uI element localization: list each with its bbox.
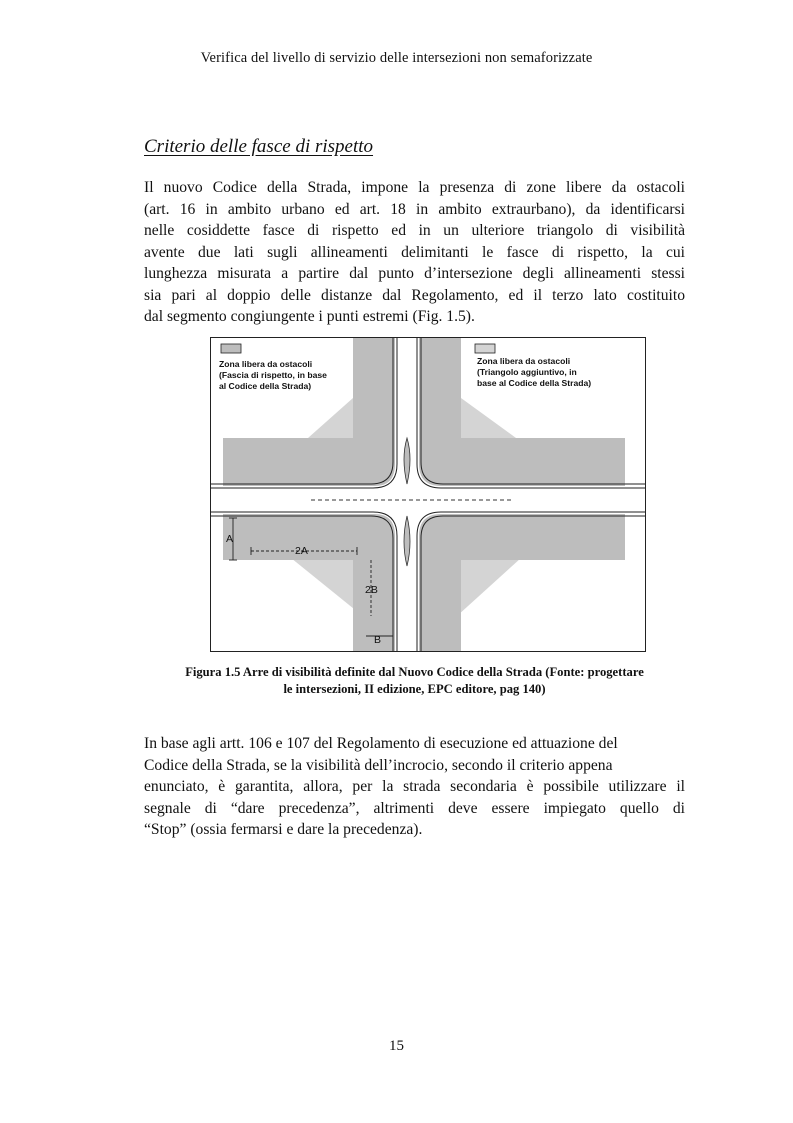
legend-right-line-2: (Triangolo aggiuntivo, in bbox=[477, 367, 577, 377]
paragraph-line: dal segmento congiungente i punti estremi (Fig. 1.5). bbox=[144, 308, 475, 325]
visibility-triangle bbox=[291, 558, 359, 613]
page-number: 15 bbox=[389, 1038, 404, 1054]
paragraph-line: (art. 16 in ambito urbano ed art. 18 in ambito extraurbano), da identificarsi bbox=[144, 200, 685, 218]
label-b: B bbox=[374, 634, 382, 646]
legend-right-line-1: Zona libera da ostacoli bbox=[477, 356, 571, 366]
paragraph-line: segnale di “dare precedenza”, altrimenti deve essere impiegato quello di bbox=[144, 799, 685, 817]
paragraph-line: lunghezza misurata a partire dal punto d’intersezione degli allineamenti stessi bbox=[144, 265, 685, 282]
figure-caption bbox=[144, 664, 685, 698]
legend-left-line-3: al Codice della Strada) bbox=[219, 381, 312, 391]
paragraph-line: “Stop” (ossia fermarsi e dare la precedenza). bbox=[144, 821, 423, 838]
paragraph-regolamento bbox=[144, 733, 685, 841]
label-a: A bbox=[226, 533, 234, 545]
label-2a: 2A bbox=[295, 545, 308, 557]
section-title: Criterio delle fasce di rispetto bbox=[144, 136, 374, 157]
legend-swatch-rispetto bbox=[221, 344, 241, 353]
paragraph-line: Il nuovo Codice della Strada, impone la presenza di zone libere da ostacoli bbox=[144, 179, 685, 196]
caption-line-1: Figura 1.5 Arre di visibilità definite dal Nuovo Codice della Strada (Fonte: progettare bbox=[185, 665, 644, 679]
running-header: Verifica del livello di servizio delle intersezioni non semaforizzate bbox=[200, 50, 593, 66]
paragraph-line: sia pari al doppio delle distanze dal Regolamento, ed il terzo lato costituito bbox=[144, 286, 685, 304]
label-2b: 2B bbox=[365, 584, 378, 596]
intersection-figure bbox=[210, 337, 646, 652]
road-horizontal bbox=[211, 486, 645, 514]
road-vertical bbox=[395, 338, 419, 651]
legend-left-line-2: (Fascia di rispetto, in base bbox=[219, 370, 327, 380]
paragraph-line: enunciato, è garantita, allora, per la strada secondaria è possibile utilizzare il bbox=[144, 778, 685, 795]
caption-line-2: le intersezioni, II edizione, EPC editore, pag 140) bbox=[283, 682, 546, 696]
legend-right-line-3: base al Codice della Strada) bbox=[477, 378, 592, 388]
paragraph-line: nelle cosiddette fasce di rispetto ed in un ulteriore triangolo di visibilità bbox=[144, 222, 685, 239]
legend-left-line-1: Zona libera da ostacoli bbox=[219, 359, 313, 369]
paragraph-line: avente due lati sugli allineamenti delimitanti le fasce di rispetto, la cui bbox=[144, 243, 685, 261]
visibility-triangle bbox=[457, 558, 521, 616]
intersection-diagram bbox=[211, 338, 645, 651]
legend-swatch-triangle bbox=[475, 344, 495, 353]
paragraph-line: In base agli artt. 106 e 107 del Regolamento di esecuzione ed attuazione del bbox=[144, 735, 618, 752]
paragraph-intro bbox=[144, 177, 685, 328]
paragraph-line: Codice della Strada, se la visibilità dell’incrocio, secondo il criterio appena bbox=[144, 756, 613, 774]
